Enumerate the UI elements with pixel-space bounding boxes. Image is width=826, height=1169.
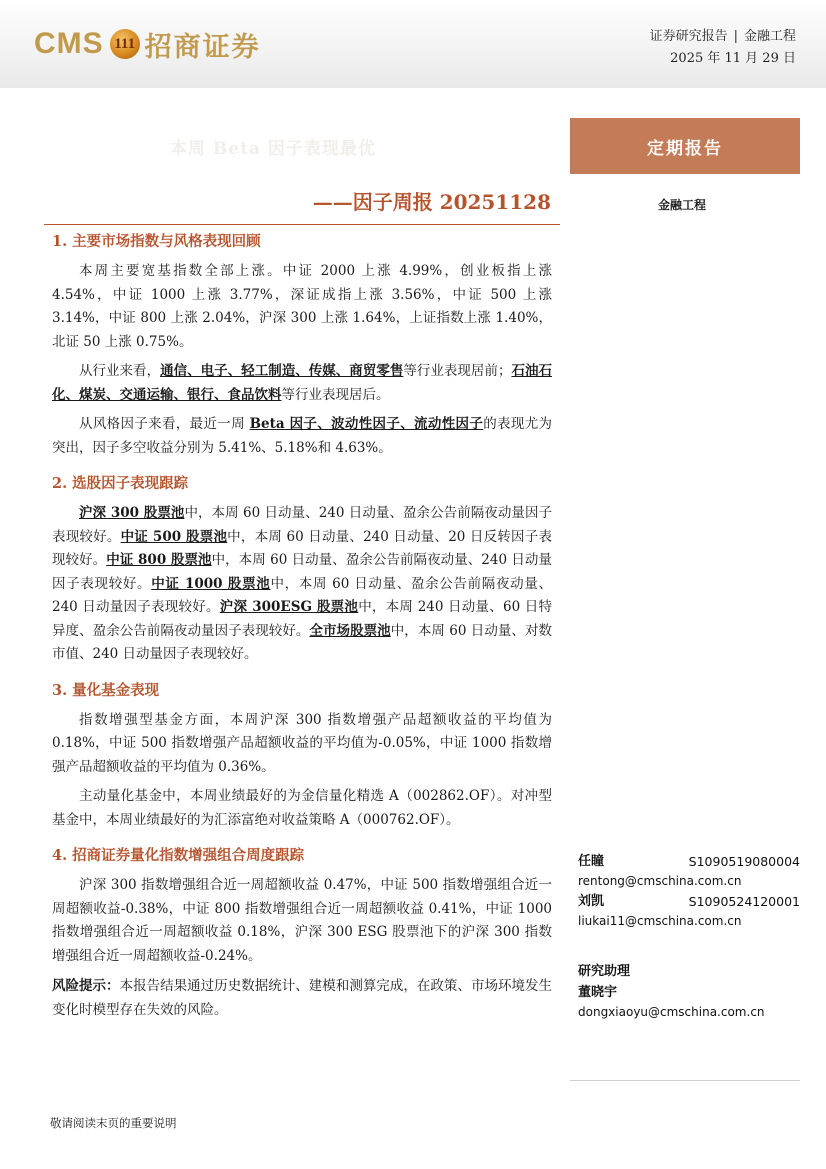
report-tag: 定期报告 <box>570 118 800 174</box>
logo-text-en: CMS <box>34 27 104 60</box>
assistant-name: 董晓宇 <box>578 985 618 1000</box>
highlight-style-factors: Beta 因子、波动性因子、流动性因子 <box>249 416 484 432</box>
logo-emblem-icon: 111 <box>110 29 140 59</box>
report-type-line: 证券研究报告 | 金融工程 <box>649 29 796 44</box>
paragraph: 本周主要宽基指数全部上涨。中证 2000 上涨 4.99%，创业板指上涨 4.54%，中证 1000 上涨 3.77%，深证成指上涨 3.56%，中证 500 上涨 3.14%，中证 800 上涨 2.04%，沪深 300 上涨 1.64%，上证指数上涨 1.40%，北证 50 上涨 0.75%。 <box>52 263 552 350</box>
footer-note: 敬请阅读末页的重要说明 <box>50 1116 177 1130</box>
paragraph: 主动量化基金中，本周业绩最好的为金信量化精选 A（002862.OF）。对冲型基金中，本周业绩最好的为汇添富绝对收益策略 A（000762.OF）。 <box>52 788 552 828</box>
risk-label: 风险提示： <box>52 978 120 994</box>
text-span: 中，本周 60 日动量、盈余公告前隔夜动量、240 日动量因子表现较好。 <box>52 575 553 615</box>
text-span: 中，本周 60 日动量、盈余公告前隔夜动量、240 日动量因子表现较好。 <box>52 552 552 592</box>
risk-warning <box>52 975 552 1022</box>
paragraph: 指数增强型基金方面，本周沪深 300 指数增强产品超额收益的平均值为 0.18%，中证 500 指数增强产品超额收益的平均值为-0.05%，中证 1000 指数增强产品超额收益的平均值为 0.36%。 <box>52 711 552 775</box>
paragraph <box>52 413 552 460</box>
paragraph <box>52 502 552 667</box>
analyst-id: S1090519080004 <box>688 854 800 869</box>
highlight-pool: 中证 500 股票池 <box>120 528 228 545</box>
text-span: 从风格因子来看，最近一周 <box>79 416 250 432</box>
section-heading-3: 3. 量化基金表现 <box>52 681 160 699</box>
section-heading-4: 4. 招商证券量化指数增强组合周度跟踪 <box>52 847 305 864</box>
text-span: 中，本周 60 日动量、对数市值、240 日动量因子表现较好。 <box>52 622 553 662</box>
highlight-top-industries: 通信、电子、轻工制造、传媒、商贸零售 <box>160 363 404 379</box>
text-span: 中，本周 60 日动量、240 日动量、20 日反转因子表现较好。 <box>52 528 552 568</box>
report-type: 证券研究报告 <box>649 29 728 44</box>
title-rule <box>44 224 560 225</box>
text-span: 中，本周 60 日动量、240 日动量、盈余公告前隔夜动量因子表现较好。 <box>52 505 552 545</box>
analyst-row <box>578 851 800 872</box>
highlight-pool: 中证 1000 股票池 <box>151 575 271 592</box>
analyst-block <box>578 851 800 1022</box>
report-date: 2025 年 11 月 29 日 <box>670 51 796 66</box>
paragraph <box>52 360 552 407</box>
text-span: 的表现尤为突出，因子多空收益分别为 5.41%、5.18%和 4.63%。 <box>52 416 553 456</box>
sidebar-divider <box>570 1080 800 1081</box>
analyst-row <box>578 891 800 912</box>
logo-text-cn: 招商证券 <box>144 31 261 63</box>
section-heading-2: 2. 选股因子表现跟踪 <box>52 475 189 492</box>
analyst-name: 任瞳 <box>578 854 605 869</box>
highlight-pool: 中证 800 股票池 <box>106 552 212 568</box>
risk-paragraph <box>52 975 552 1022</box>
paragraph: 沪深 300 指数增强组合近一周超额收益 0.47%，中证 500 指数增强组合近一周超额收益-0.38%，中证 800 指数增强组合近一周超额收益 0.41%，中证 1000 指数增强组合近一周超额收益 0.18%，沪深 300 ESG 股票池下的沪深 300 指数增强组合近一周超额收益-0.24%。 <box>52 877 552 964</box>
main-content <box>52 228 552 968</box>
section-heading-1: 1. 主要市场指数与风格表现回顾 <box>52 233 261 250</box>
report-category: 金融工程 <box>658 198 707 212</box>
department: 金融工程 <box>743 29 796 44</box>
text-span: 从行业来看， <box>79 363 161 379</box>
header-meta <box>650 26 796 70</box>
text-span: 等行业表现居后。 <box>281 386 390 403</box>
highlight-pool: 沪深 300 股票池 <box>79 505 185 521</box>
analyst-email[interactable]: rentong@cmschina.com.cn <box>578 874 742 888</box>
report-subtitle: ——因子周报 20251128 <box>312 190 551 214</box>
highlight-pool: 全市场股票池 <box>309 622 391 639</box>
faded-title: 本周 Beta 因子表现最优 <box>170 139 376 159</box>
analyst-name: 刘凯 <box>578 894 605 909</box>
assistant-email[interactable]: dongxiaoyu@cmschina.com.cn <box>578 1005 765 1019</box>
assistant-label: 研究助理 <box>578 964 631 979</box>
risk-text: 本报告结果通过历史数据统计、建模和测算完成，在政策、市场环境发生变化时模型存在失效的风险。 <box>52 978 553 1018</box>
analyst-email[interactable]: liukai11@cmschina.com.cn <box>578 914 742 928</box>
analyst-id: S1090524120001 <box>688 894 800 909</box>
highlight-bottom-industries: 石油石化、煤炭、交通运输、银行、食品饮料 <box>52 363 553 403</box>
text-span: 等行业表现居前； <box>403 363 512 379</box>
text-span: 中，本周 240 日动量、60 日特异度、盈余公告前隔夜动量因子表现较好。 <box>52 599 552 639</box>
company-logo <box>34 24 261 64</box>
highlight-pool: 沪深 300ESG 股票池 <box>219 599 359 615</box>
